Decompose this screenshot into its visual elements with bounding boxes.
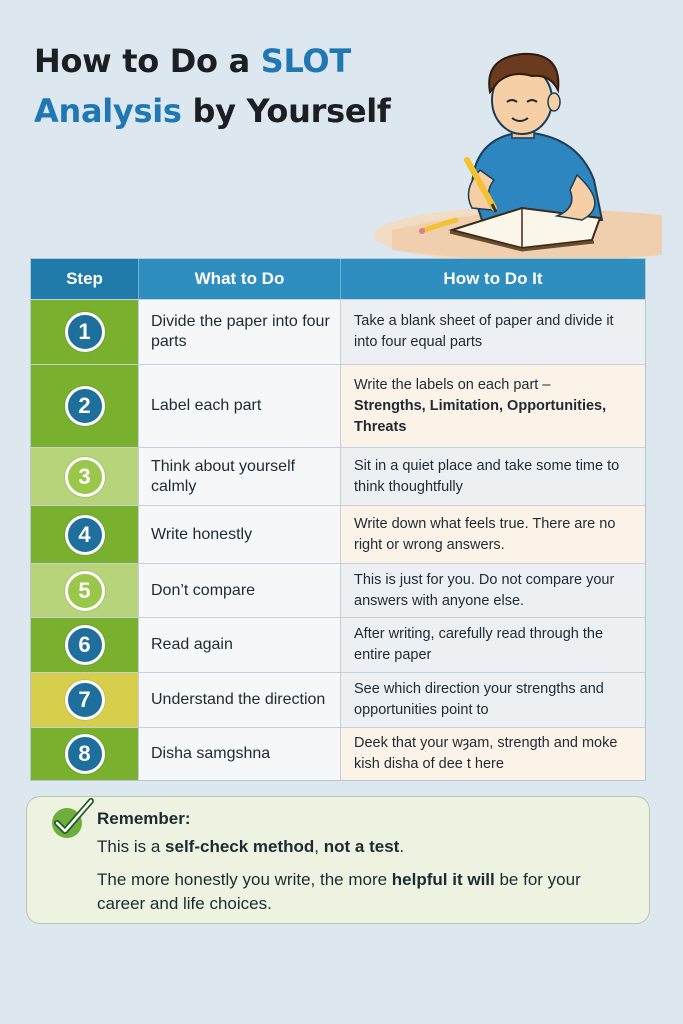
step-cell: [31, 618, 138, 672]
how-cell: Deek that your wȝam, strength and moke kish disha of dee t here: [340, 728, 645, 780]
how-cell: See which direction your strengths and opportunities point to: [340, 673, 645, 727]
table-row: [31, 447, 645, 505]
title-analysis-highlight: Analysis: [34, 92, 182, 130]
step-cell: [31, 728, 138, 780]
how-text: Write the labels on each part –: [354, 376, 551, 393]
student-writing-illustration: [372, 40, 662, 265]
callout-line-1: This is a self-check method, not a test.: [97, 837, 405, 856]
how-cell: After writing, carefully read through the entire paper: [340, 618, 645, 672]
step-number-badge: 5: [65, 571, 105, 611]
what-cell: Understand the direction: [138, 673, 340, 727]
how-bold-labels: Strengths, Limitation, Opportunities, Threats: [354, 397, 607, 435]
step-cell: [31, 300, 138, 364]
what-cell: Disha samgshna: [138, 728, 340, 780]
how-cell: Take a blank sheet of paper and divide it into four equal parts: [340, 300, 645, 364]
step-number-badge: 2: [65, 386, 105, 426]
table-row: [31, 617, 645, 672]
how-cell: Sit in a quiet place and take some time to think thoughtfully: [340, 448, 645, 505]
step-cell: [31, 365, 138, 447]
step-cell: [31, 673, 138, 727]
title-line1-text: How to Do a: [34, 42, 261, 80]
table-row: [31, 563, 645, 617]
table-row: [31, 364, 645, 447]
callout-line-2: The more honestly you write, the more helpful it will be for your career and life choices.: [97, 870, 581, 913]
table-row: [31, 727, 645, 780]
step-number-badge: 6: [65, 625, 105, 665]
table-row: [31, 672, 645, 727]
header-what-to-do: What to Do: [138, 259, 340, 299]
title-slot-highlight: SLOT: [260, 42, 351, 80]
callout-heading: Remember:: [97, 809, 191, 828]
table-header: [31, 259, 645, 299]
table-row: [31, 299, 645, 364]
step-number-badge: 1: [65, 312, 105, 352]
what-cell: Read again: [138, 618, 340, 672]
step-cell: [31, 448, 138, 505]
what-cell: Think about yourself calmly: [138, 448, 340, 505]
step-number-badge: 7: [65, 680, 105, 720]
how-cell: This is just for you. Do not compare your answers with anyone else.: [340, 564, 645, 617]
how-cell: [340, 365, 645, 447]
step-number-badge: 3: [65, 457, 105, 497]
table-row: [31, 505, 645, 563]
how-cell: Write down what feels true. There are no right or wrong answers.: [340, 506, 645, 563]
step-number-badge: 4: [65, 515, 105, 555]
title-line2-text: by Yourself: [181, 92, 391, 130]
header-step: Step: [31, 259, 138, 299]
step-cell: [31, 506, 138, 563]
what-cell: Divide the paper into four parts: [138, 300, 340, 364]
remember-callout: [26, 796, 650, 924]
what-cell: Write honestly: [138, 506, 340, 563]
step-number-badge: 8: [65, 734, 105, 774]
page-title: [34, 36, 391, 136]
checkmark-icon: [47, 797, 99, 841]
what-cell: Label each part: [138, 365, 340, 447]
what-cell: Don’t compare: [138, 564, 340, 617]
header-how-to-do-it: How to Do It: [340, 259, 645, 299]
step-cell: [31, 564, 138, 617]
steps-table: [30, 258, 646, 781]
